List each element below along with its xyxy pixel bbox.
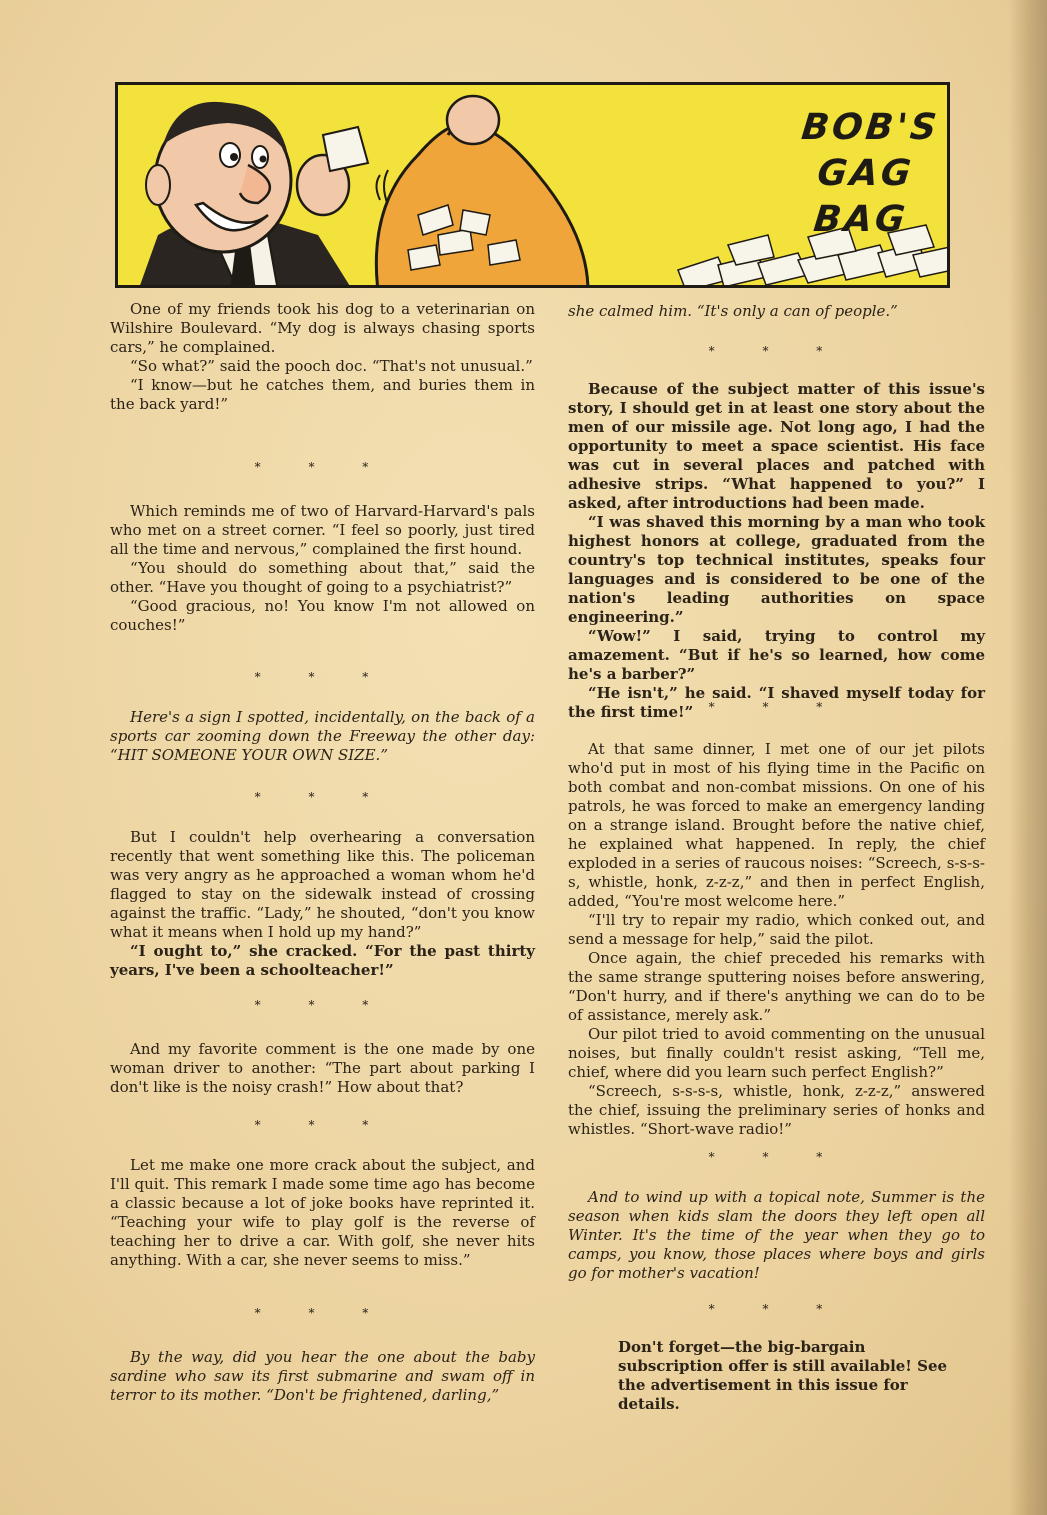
joke-space-scientist bbox=[568, 380, 985, 722]
subscription-notice bbox=[618, 1338, 958, 1414]
paragraph: At that same dinner, I met one of our jet pilots who'd put in most of his flying time in the Pacific on both combat and non-combat missions. On one of his patrols, he was forced to make an emergency landing on a strange island. Brought before the native chief, he explained what happened. In reply, the chief exploded in a series of raucous noises: “Screech, s-s-s-s, whistle, honk, z-z-z,” and then in perfect English, added, “You're most welcome here.” bbox=[568, 740, 985, 910]
header-banner bbox=[115, 82, 950, 288]
separator-stars: * * * bbox=[708, 1302, 845, 1316]
separator-stars: * * * bbox=[254, 460, 391, 474]
paragraph: Let me make one more crack about the subject, and I'll quit. This remark I made some time ago has become a classic because a lot of joke books have reprinted it. “Teaching your wife to play golf is the reverse of teaching her to drive a car. With golf, she never hits anything. With a car, she never seems to miss.” bbox=[110, 1156, 535, 1269]
paragraph: “I'll try to repair my radio, which conked out, and send a message for help,” said the pilot. bbox=[568, 911, 985, 948]
banner-title-line-1: BOB'S bbox=[799, 107, 942, 148]
separator-stars: * * * bbox=[254, 998, 391, 1012]
joke-sardine-end bbox=[568, 302, 985, 321]
paragraph: Which reminds me of two of Harvard-Harvard's pals who met on a street corner. “I feel so poorly, just tired all the time and nervous,” complained the first hound. bbox=[110, 502, 535, 558]
separator-stars: * * * bbox=[708, 1150, 845, 1164]
joke-vet-dog bbox=[110, 300, 535, 414]
separator-stars: * * * bbox=[254, 670, 391, 684]
joke-golf bbox=[110, 1156, 535, 1270]
joke-sardine bbox=[110, 1348, 535, 1405]
paragraph: Here's a sign I spotted, incidentally, on the back of a sports car zooming down the Freeway the other day: “HIT SOMEONE YOUR OWN SIZE.” bbox=[110, 708, 535, 764]
joke-psychiatrist bbox=[110, 502, 535, 635]
joke-parking bbox=[110, 1040, 535, 1097]
paragraph: “Screech, s-s-s-s, whistle, honk, z-z-z,” answered the chief, issuing the preliminary series of honks and whistles. “Short-wave radio!” bbox=[568, 1082, 985, 1138]
banner-title-line-2: GAG BAG bbox=[811, 153, 916, 240]
paragraph: One of my friends took his dog to a veterinarian on Wilshire Boulevard. “My dog is always chasing sports cars,” he complained. bbox=[110, 300, 535, 356]
joke-jet-pilot bbox=[568, 740, 985, 1139]
paragraph: “I ought to,” she cracked. “For the past thirty years, I've been a schoolteacher!” bbox=[110, 942, 535, 979]
paragraph: Once again, the chief preceded his remarks with the same strange sputtering noises before answering, “Don't hurry, and if there's anything we can do to be of assistance, merely ask.” bbox=[568, 949, 985, 1024]
joke-schoolteacher bbox=[110, 828, 535, 980]
separator-stars: * * * bbox=[254, 1118, 391, 1132]
paragraph: “He isn't,” he said. “I shaved myself today for the first time!” bbox=[568, 684, 985, 721]
separator-stars: * * * bbox=[254, 790, 391, 804]
separator-stars: * * * bbox=[708, 700, 845, 714]
paragraph: Our pilot tried to avoid commenting on the unusual noises, but finally couldn't resist asking, “Tell me, chief, where did you learn such perfect English?” bbox=[568, 1025, 985, 1081]
joke-bumper-sign bbox=[110, 708, 535, 765]
paragraph: But I couldn't help overhearing a conversation recently that went something like this. The policeman was very angry as he approached a woman whom he'd flagged to stay on the sidewalk instead of crossing against the traffic. “Lady,” he shouted, “don't you know what it means when I hold up my hand?” bbox=[110, 828, 535, 941]
paragraph: “So what?” said the pooch doc. “That's not unusual.” bbox=[130, 357, 533, 375]
paragraph: “I know—but he catches them, and buries them in the back yard!” bbox=[110, 376, 535, 413]
paragraph: Because of the subject matter of this issue's story, I should get in at least one story about the men of our missile age. Not long ago, I had the opportunity to meet a space scientist. His face was cut in several places and patched with adhesive strips. “What happened to you?” I asked, after introductions had been made. bbox=[568, 380, 985, 512]
banner-title bbox=[771, 105, 950, 243]
paragraph: “I was shaved this morning by a man who took highest honors at college, graduated from the country's top technical institutes, speaks four languages and is considered to be one of the nation's leading authorities on space engineering.” bbox=[568, 513, 985, 626]
separator-stars: * * * bbox=[254, 1306, 391, 1320]
joke-summer-camp bbox=[568, 1188, 985, 1283]
paragraph: And my favorite comment is the one made by one woman driver to another: “The part about parking I don't like is the noisy crash!” How about that? bbox=[110, 1040, 535, 1096]
paragraph: “Good gracious, no! You know I'm not allowed on couches!” bbox=[110, 597, 535, 634]
paragraph: “You should do something about that,” said the other. “Have you thought of going to a psychiatrist?” bbox=[110, 559, 535, 596]
paragraph: she calmed him. “It's only a can of people.” bbox=[568, 302, 898, 320]
paragraph: “Wow!” I said, trying to control my amazement. “But if he's so learned, how come he's a barber?” bbox=[568, 627, 985, 683]
separator-stars: * * * bbox=[708, 344, 845, 358]
paragraph: And to wind up with a topical note, Summer is the season when kids slam the doors they left open all Winter. It's the time of the year when they go to camps, you know, those places where boys and girls go for mother's vacation! bbox=[568, 1188, 985, 1282]
paragraph: By the way, did you hear the one about the baby sardine who saw its first submarine and swam off in terror to its mother. “Don't be frightened, darling,” bbox=[110, 1348, 535, 1404]
page-spine-shadow bbox=[1009, 0, 1047, 1515]
paragraph: Don't forget—the big-bargain subscription offer is still available! See the advertisement in this issue for details. bbox=[618, 1338, 948, 1413]
